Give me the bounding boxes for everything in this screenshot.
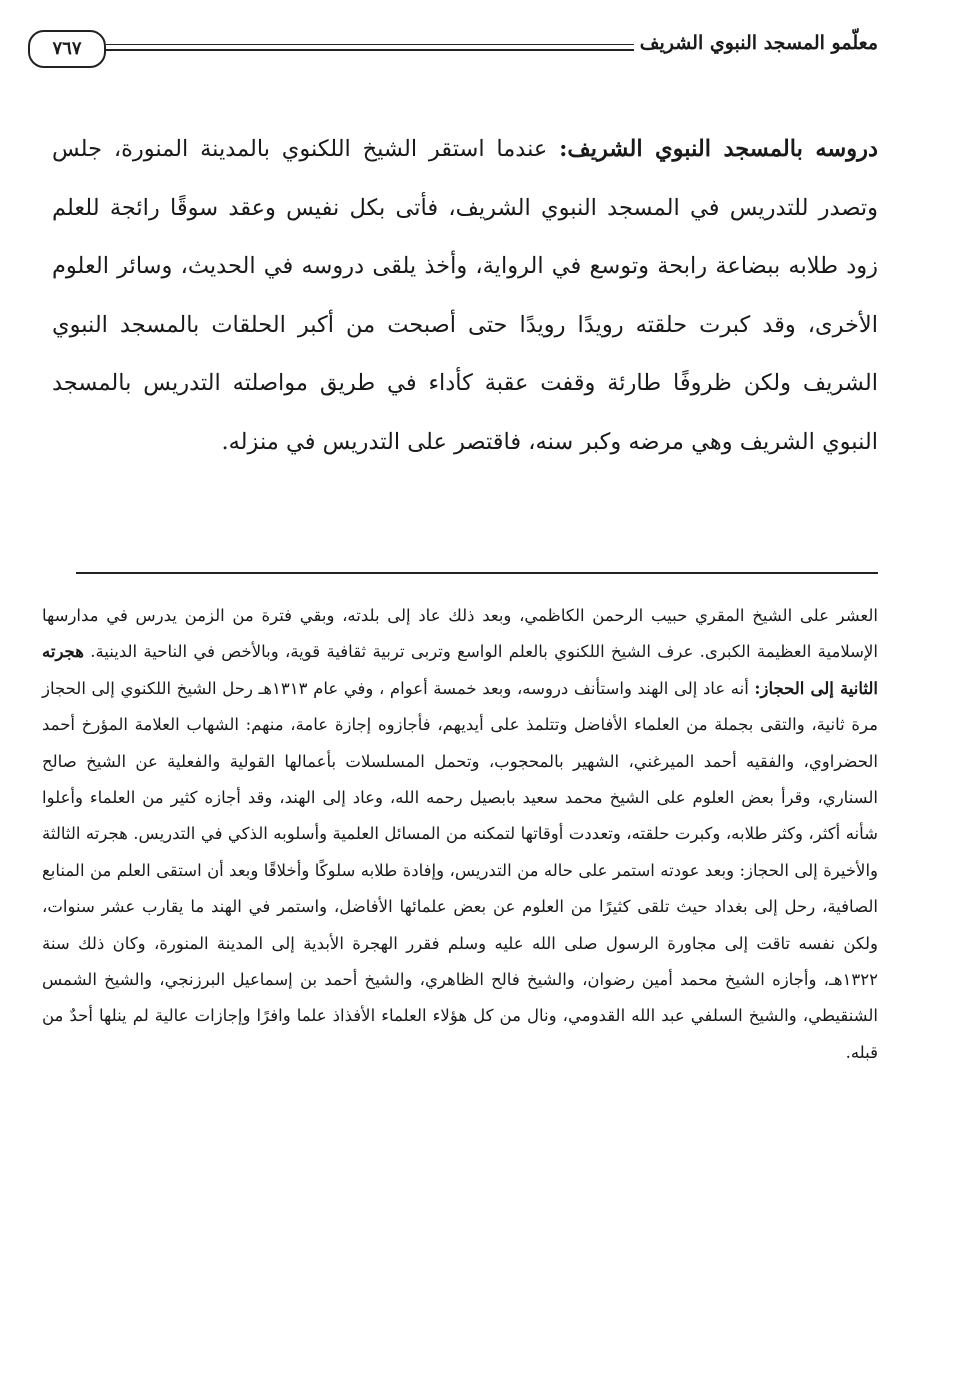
running-title: معلّمو المسجد النبوي الشريف [634, 32, 878, 54]
footnote-separator [76, 572, 878, 574]
footnote-text-part2: أنه عاد إلى الهند واستأنف دروسه، وبعد خمسة أعوام ، وفي عام ١٣١٣هـ رحل الشيخ اللكنوي إلى الحجاز مرة ثانية، والتقى بجملة من العلماء الأفاضل وتتلمذ على أيديهم، فأجازوه إجازة عامة، منهم: الشهاب العلامة المؤرخ أحمد الحضراوي، والفقيه أحمد الميرغني، الشهير بالمحجوب، وتحمل المسلسلات بأعمالها القولية والفعلية عن الشيخ صالح السناري، وقرأ بعض العلوم على الشيخ محمد سعيد بابصيل رحمه الله، وعاد إلى الهند، وقد أجازه كثير من العلماء وأعلوا شأنه أكثر، وكثر طلابه، وكبرت حلقته، وتعددت أوقاتها لتمكنه من المسائل العلمية وأسلوبه الذكي في التدريس. هجرته الثالثة والأخيرة إلى الحجاز: وبعد عودته استمر على حاله من التدريس، وإفادة طلابه سلوكًا وأخلاقًا وبعد أن استقى العلم من المنابع الصافية، رحل إلى بغداد حيث تلقى كثيرًا من العلوم عن بعض علمائها الأفاضل، واستمر في الهند ما يقارب عشر سنوات، ولكن نفسه تاقت إلى مجاورة الرسول صلى الله عليه وسلم فقرر الهجرة الأبدية إلى المدينة المنورة، وكان ذلك سنة ١٣٢٢هـ، وأجازه الشيخ محمد أمين رضوان، والشيخ فالح الظاهري، والشيخ أحمد بن إسماعيل البرزنجي، والشيخ الشمس الشنقيطي، والشيخ السلفي عبد الله القدومي، ونال من كل هؤلاء العلماء الأفذاذ علما وافرًا وإجازات عالية لم ينلها أحدٌ من قبله. [42, 678, 878, 1062]
page-number: ٧٦٧ [28, 30, 106, 68]
main-text [52, 120, 878, 471]
main-body-text: عندما استقر الشيخ اللكنوي بالمدينة المنورة، جلس وتصدر للتدريس في المسجد النبوي الشريف، فأتى بكل نفيس وعقد سوقًا رائجة للعلم زود طلابه ببضاعة رابحة وتوسع في الرواية، وأخذ يلقى دروسه في الحديث، وسائر العلوم الأخرى، وقد كبرت حلقته رويدًا رويدًا حتى أصبحت من أكبر الحلقات بالمسجد النبوي الشريف ولكن ظروفًا طارئة وقفت عقبة كأداء في طريق مواصلته التدريس بالمسجد النبوي الشريف وهي مرضه وكبر سنه، فاقتصر على التدريس في منزله. [52, 136, 878, 455]
running-header [28, 30, 878, 70]
footnote-paragraph [42, 598, 878, 1071]
main-paragraph [52, 120, 878, 471]
section-heading: دروسه بالمسجد النبوي الشريف: [559, 136, 878, 162]
footnote-text-part1: العشر على الشيخ المقري حبيب الرحمن الكاظمي، وبعد ذلك عاد إلى بلدته، وبقي فترة من الزمن يدرس في مدارسها الإسلامية العظيمة الكبرى. عرف الشيخ اللكنوي بالعلم الواسع وتربى تربية ثقافية قوية، وبالأخص في الناحية الدينية. [42, 606, 878, 662]
footnote [42, 598, 878, 1071]
footnote-subheading: هجرته الثانية إلى الحجاز: [42, 642, 878, 698]
